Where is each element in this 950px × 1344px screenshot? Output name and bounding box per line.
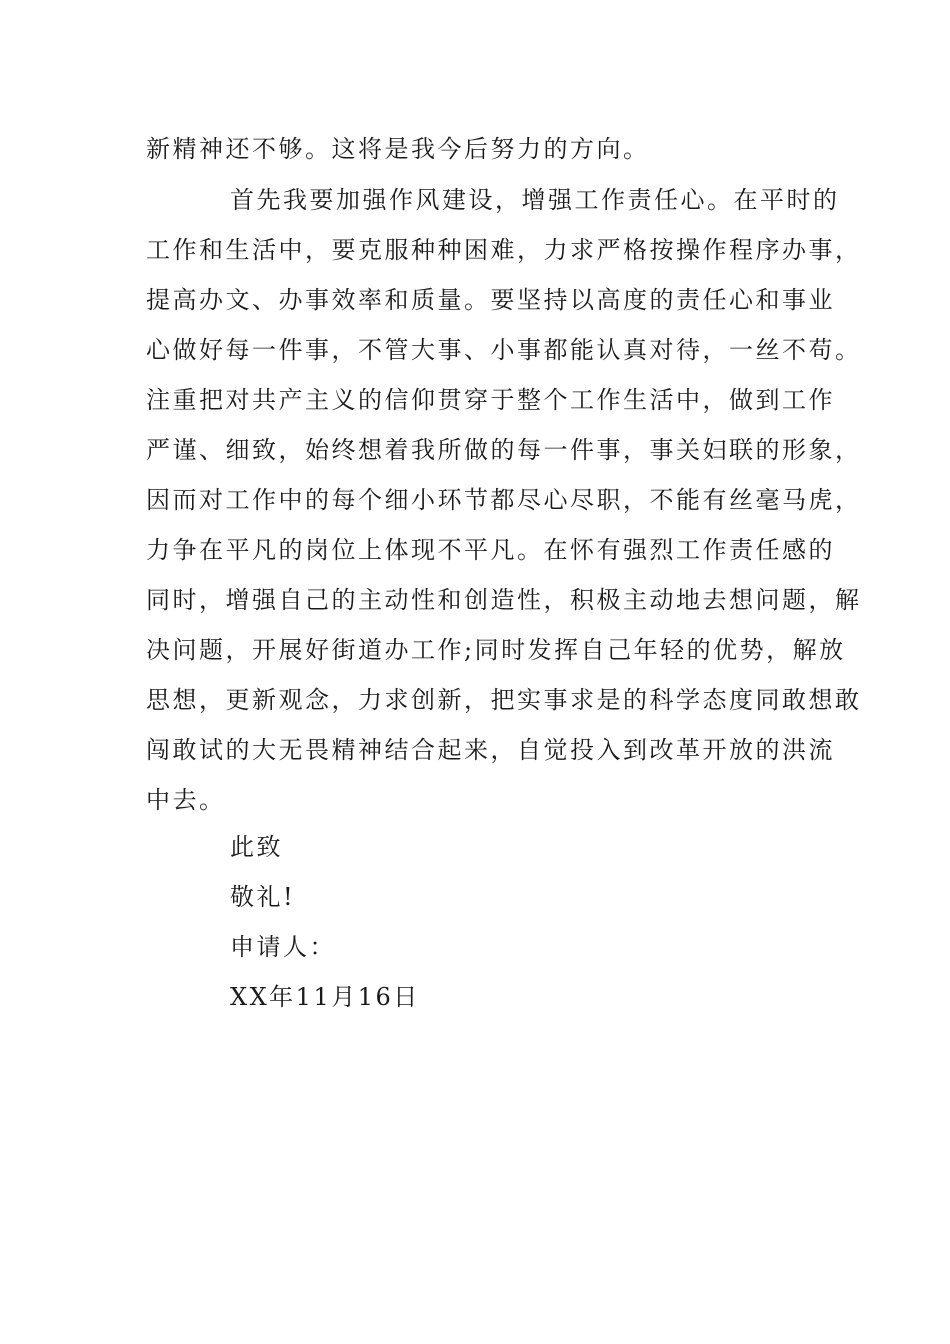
paragraph-2-line-13: 中去。 (146, 786, 226, 814)
paragraph-2-line-6: 严谨、细致，始终想着我所做的每一件事，事关妇联的形象， (146, 436, 862, 464)
paragraph-2-line-4: 心做好每一件事，不管大事、小事都能认真对待，一丝不苟。 (146, 336, 862, 364)
paragraph-2-line-3: 提高办文、办事效率和质量。要坚持以高度的责任心和事业 (146, 286, 835, 314)
paragraph-1-line-1: 新精神还不够。这将是我今后努力的方向。 (146, 135, 650, 163)
closing-regards-1: 此致 (230, 833, 283, 861)
paragraph-2-line-11: 思想，更新观念，力求创新，把实事求是的科学态度同敢想敢 (146, 686, 862, 714)
paragraph-2-line-12: 闯敢试的大无畏精神结合起来，自觉投入到改革开放的洪流 (146, 736, 835, 764)
paragraph-2-line-9: 同时，增强自己的主动性和创造性，积极主动地去想问题，解 (146, 586, 862, 614)
paragraph-2-line-8: 力争在平凡的岗位上体现不平凡。在怀有强烈工作责任感的 (146, 536, 835, 564)
paragraph-2-line-7: 因而对工作中的每个细小环节都尽心尽职，不能有丝毫马虎， (146, 486, 862, 514)
applicant-label: 申请人： (230, 933, 336, 961)
closing-regards-2: 敬礼! (230, 883, 296, 911)
paragraph-2-line-1: 首先我要加强作风建设，增强工作责任心。在平时的 (230, 186, 840, 214)
paragraph-2-line-5: 注重把对共产主义的信仰贯穿于整个工作生活中，做到工作 (146, 386, 835, 414)
paragraph-2-line-10: 决问题，开展好街道办工作;同时发挥自己年轻的优势，解放 (146, 636, 846, 664)
signature-date: XX年11月16日 (230, 983, 420, 1011)
paragraph-2-line-2: 工作和生活中，要克服种种困难，力求严格按操作程序办事， (146, 236, 862, 264)
